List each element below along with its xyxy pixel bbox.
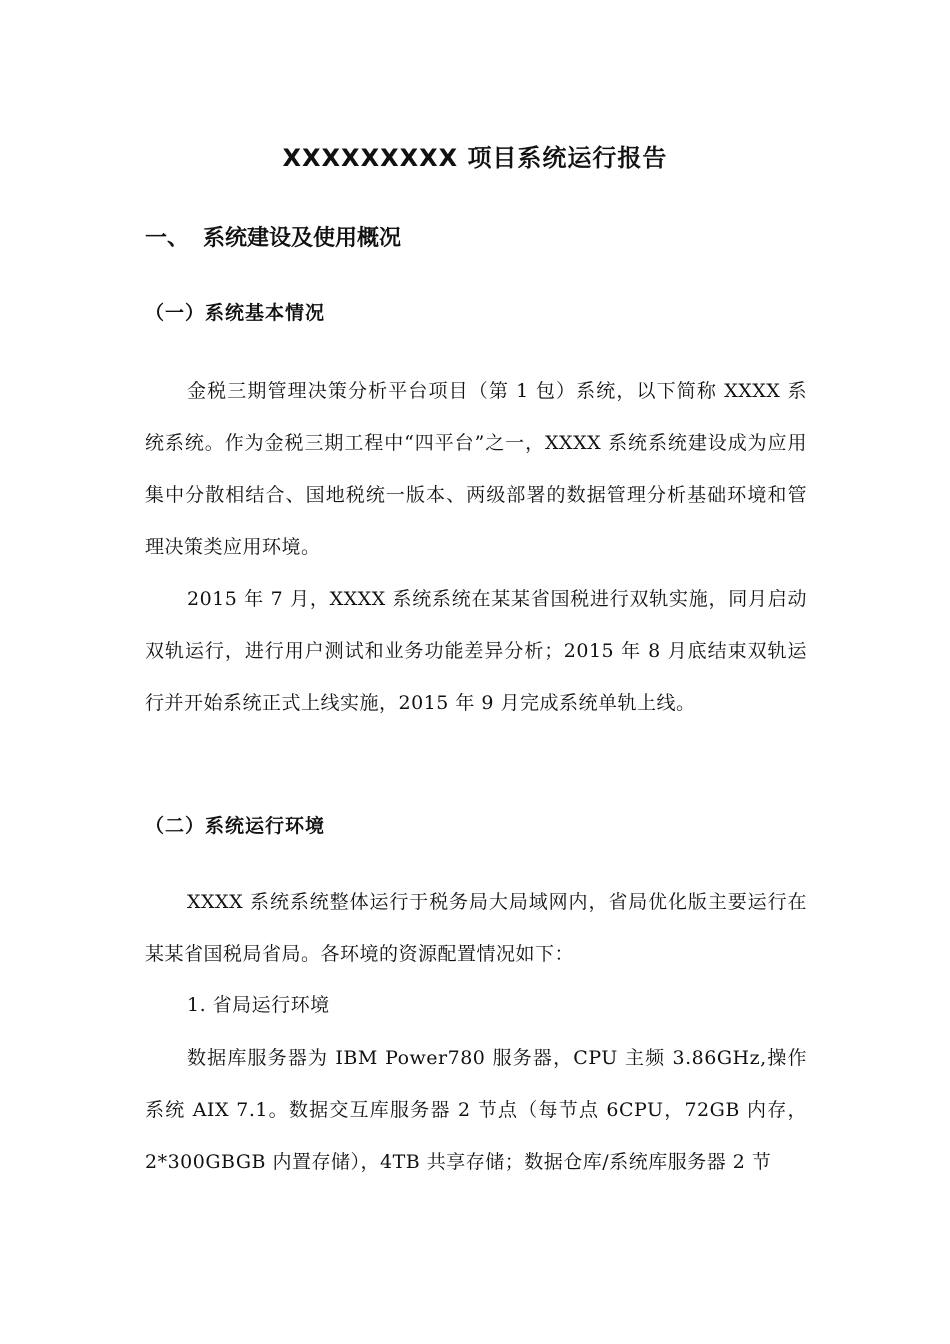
paragraph-provincial-env-details: 数据库服务器为 IBM Power780 服务器，CPU 主频 3.86GHz,操作系统 AIX 7.1。数据交互库服务器 2 节点（每节点 6CPU，72GB 内存，2*300GBGB 内置存储），4TB 共享存储；数据仓库/系统库服务器 2 节: [145, 1047, 807, 1173]
list-item-provincial-env: 1. 省局运行环境: [187, 994, 330, 1016]
paragraph-environment-overview: XXXX 系统系统整体运行于税务局大局域网内，省局优化版主要运行在某某省国税局省局。各环境的资源配置情况如下：: [145, 891, 807, 965]
paragraph-system-overview: 金税三期管理决策分析平台项目（第 1 包）系统，以下简称 XXXX 系统系统。作为金税三期工程中“四平台”之一，XXXX 系统系统建设成为应用集中分散相结合、国地税统一版本、两级部署的数据管理分析基础环境和管理决策类应用环境。: [145, 380, 807, 558]
section-heading-text: 系统建设及使用概况: [203, 226, 402, 251]
subsection-heading-environment: （二）系统运行环境: [145, 815, 326, 837]
document-title: XXXXXXXXX 项目系统运行报告: [282, 144, 668, 172]
subsection-heading-basic-info: （一）系统基本情况: [145, 302, 326, 324]
section-number: 一、: [145, 226, 190, 251]
section-heading-1: [145, 222, 401, 256]
paragraph-system-timeline: 2015 年 7 月，XXXX 系统系统在某某省国税进行双轨实施，同月启动双轨运行，进行用户测试和业务功能差异分析；2015 年 8 月底结束双轨运行并开始系统正式上线实施，2015 年 9 月完成系统单轨上线。: [145, 588, 807, 714]
